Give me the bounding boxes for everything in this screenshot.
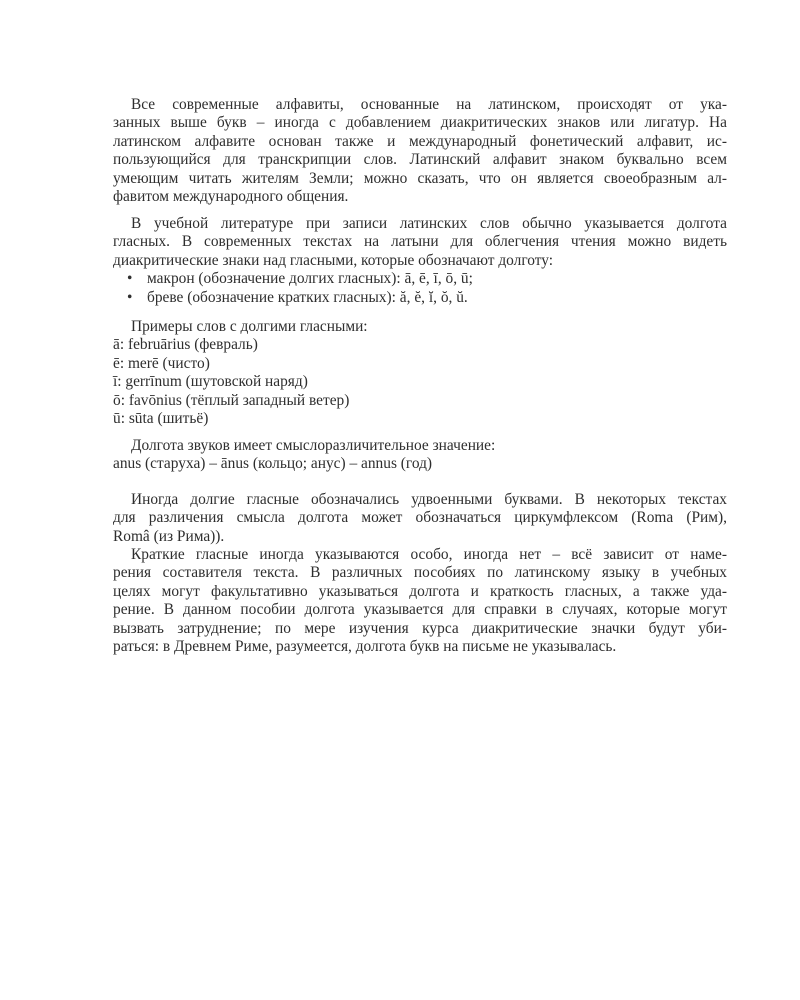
- example-item: ō: favōnius (тёплый западный ветер): [113, 391, 350, 409]
- text-line: раться: в Древнем Риме, разумеется, долгота букв на письме не указывалась.: [113, 637, 617, 655]
- text-line: целях могут факультативно указываться долгота и краткость гласных, а также уда-: [113, 582, 727, 600]
- bullet-icon: •: [127, 270, 133, 288]
- text-line: Все современные алфавиты, основанные на латинском, происходят от ука-: [131, 96, 727, 113]
- bullet-text: бреве (обозначение кратких гласных): ă, ĕ, ĭ, ŏ, ŭ.: [147, 288, 468, 306]
- example-item: ū: sūta (шитьё): [113, 409, 209, 427]
- bullet-icon: •: [127, 288, 133, 306]
- text-line: фавитом международного общения.: [113, 187, 349, 205]
- length-meaning-heading: Долгота звуков имеет смыслоразличительное значение:: [131, 437, 496, 454]
- example-item: ī: gerrīnum (шутовской наряд): [113, 373, 308, 391]
- example-item: ē: merē (чисто): [113, 354, 210, 372]
- text-line: гласных. В современных текстах на латыни для облегчения чтения можно видеть: [113, 233, 727, 251]
- paragraph-vowel-length: [113, 215, 727, 307]
- example-item: ā: februārius (февраль): [113, 336, 258, 354]
- text-line: умеющим читать жителям Земли; можно сказать, что он является своеобразным ал-: [113, 169, 727, 187]
- text-line: для различения смысла долгота может обозначаться циркумфлексом (Roma (Рим),: [113, 509, 727, 527]
- paragraph-short-vowels: [113, 546, 727, 656]
- bullet-item-macron: [113, 270, 727, 288]
- examples-heading: Примеры слов с долгими гласными:: [131, 318, 368, 335]
- examples-list: [113, 318, 727, 428]
- text-line: рения составителя текста. В различных пособиях по латинскому языку в учебных: [113, 564, 727, 582]
- length-meaning: [113, 437, 727, 474]
- text-line: Краткие гласные иногда указываются особо, иногда нет – всё зависит от наме-: [131, 546, 727, 563]
- text-line: В учебной литературе при записи латинских слов обычно указывается долгота: [131, 215, 727, 232]
- paragraph-alphabets: [113, 96, 727, 206]
- text-line: занных выше букв – иногда с добавлением диакритических знаков или лигатур. На: [113, 114, 727, 132]
- text-line: вызвать затруднение; по мере изучения курса диакритические значки будут уби-: [113, 619, 727, 637]
- text-line: рение. В данном пособии долгота указывается для справки в случаях, которые могут: [113, 601, 727, 619]
- text-line: Româ (из Рима)).: [113, 527, 225, 545]
- text-line: латинском алфавите основан также и международный фонетический алфавит, ис-: [113, 132, 727, 150]
- bullet-item-breve: [113, 289, 727, 307]
- text-line: пользующийся для транскрипции слов. Латинский алфавит знаком буквально всем: [113, 151, 727, 169]
- length-meaning-example: anus (старуха) – ānus (кольцо; анус) – annus (год): [113, 455, 433, 473]
- paragraph-circumflex: [113, 491, 727, 546]
- bullet-text: макрон (обозначение долгих гласных): ā, ē, ī, ō, ū;: [147, 270, 473, 288]
- text-line: диакритические знаки над гласными, которые обозначают долготу:: [113, 251, 554, 269]
- text-line: Иногда долгие гласные обозначались удвоенными буквами. В некоторых текстах: [131, 491, 727, 508]
